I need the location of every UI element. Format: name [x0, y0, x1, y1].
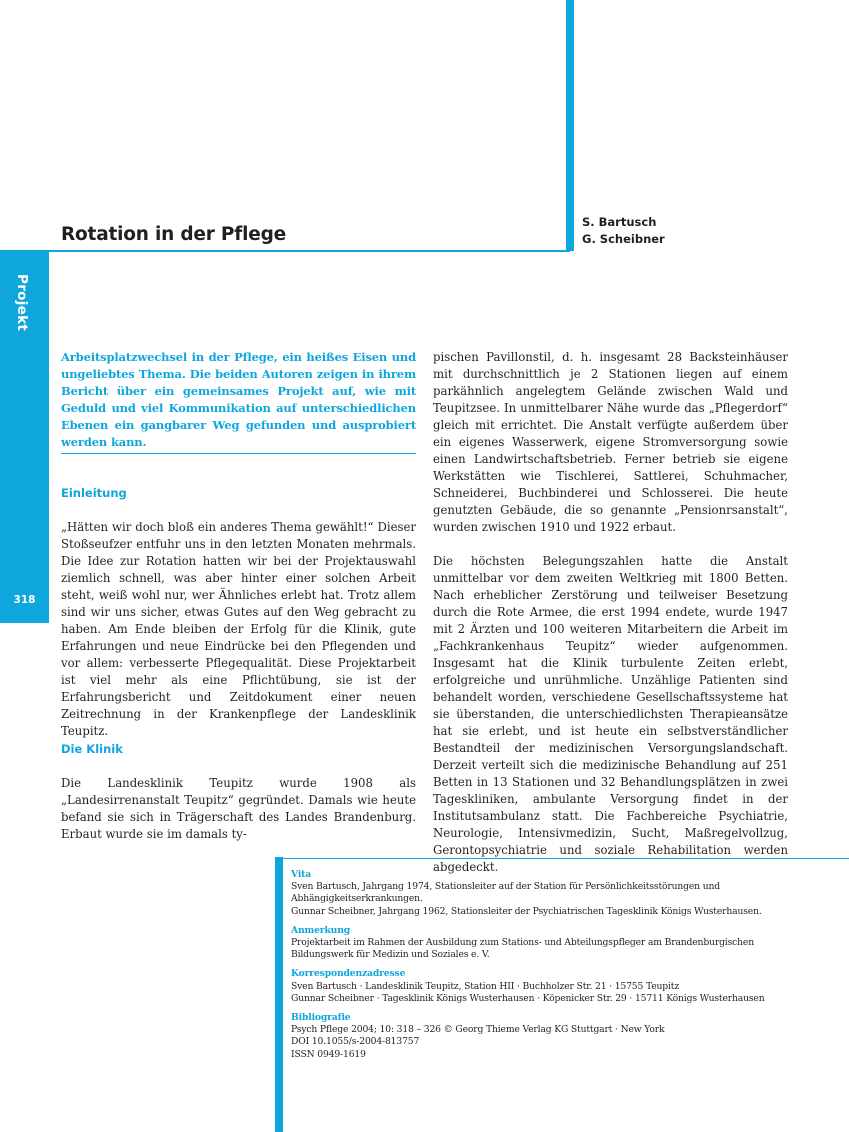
anmerkung-block [291, 925, 841, 962]
bibliografie-line: Psych Pflege 2004; 10: 318 – 326 © Georg Thieme Verlag KG Stuttgart · New York [291, 1024, 665, 1036]
paragraph: Die höchsten Belegungszahlen hatte die Anstalt unmittelbar vor dem zweiten Weltkrieg mit 1800 Betten. Nach erheblicher Zerstörung und teilweiser Besetzung durch die Rote Armee, die erst 1994 endete, wurde 1947 mit 2 Ärzten und 100 weiteren Mitarbeitern die Arbeit im „Fachkrankenhaus Teupitz“ wieder aufgenommen. Insgesamt hat die Klinik turbulente Zeiten erlebt, erfolgreiche und unrühmliche. Unzählige Patienten sind behandelt worden, verschiedene Gesellschaftssysteme hat sie überstanden, die unterschiedlichsten Therapieansätze hat sie erlebt, und ist heute ein selbstverständlicher Bestandteil der medizinischen Versorgungslandschaft. Derzeit verteilt sich die medizinische Behandlung auf 251 Betten in 13 Stationen und 32 Behandlungsplätzen in zwei Tageskliniken, ambulante Versorgung findet in der Institutsambulanz statt. Die Fachbereiche Psychiatrie, Neurologie, Intensivmedizin, Sucht, Maßregelvollzug, Gerontopsychiatrie und soziale Rehabilitation werden abgedeckt. [433, 554, 788, 874]
anmerkung-line: Bildungswerk für Medizin und Soziales e. V. [291, 949, 490, 961]
author-name: S. Bartusch [582, 215, 657, 229]
vita-line: Gunnar Scheibner, Jahrgang 1962, Stationsleiter der Psychiatrischen Tagesklinik Königs Wusterhausen. [291, 905, 762, 917]
klinik-body-left [61, 775, 416, 843]
title-rule [0, 250, 570, 252]
doi-line: DOI 10.1055/s-2004-813757 [291, 1036, 420, 1048]
einleitung-body [61, 519, 416, 740]
bibliografie-block [291, 1012, 841, 1061]
korrespondenz-label: Korrespondenzadresse [291, 968, 406, 980]
vita-label: Vita [291, 869, 312, 880]
top-accent-bar [566, 0, 574, 251]
author-list [582, 214, 665, 248]
left-column [61, 349, 416, 451]
article-title: Rotation in der Pflege [61, 224, 286, 245]
info-box-rule [283, 858, 849, 859]
author-name: G. Scheibner [582, 232, 665, 246]
right-column [433, 349, 788, 876]
vita-line: Sven Bartusch, Jahrgang 1974, Stationsleiter auf der Station für Persönlichkeitsstörungen und [291, 881, 720, 893]
anmerkung-line: Projektarbeit im Rahmen der Ausbildung zum Stations- und Abteilungspfleger am Brandenburgischen [291, 937, 754, 949]
section-label: Projekt [14, 274, 30, 332]
lead-paragraph: Arbeitsplatzwechsel in der Pflege, ein heißes Eisen und ungeliebtes Thema. Die beiden Autoren zeigen in ihrem Bericht über ein gemeinsames Projekt auf, wie mit Geduld und viel Kommunikation auf unterschiedlichen Ebenen ein gangbarer Weg gefunden und ausprobiert werden kann. [61, 350, 416, 449]
lead-divider [61, 453, 416, 454]
heading-einleitung: Einleitung [61, 486, 127, 500]
korrespondenz-line: Gunnar Scheibner · Tagesklinik Königs Wusterhausen · Köpenicker Str. 29 · 15711 Königs Wusterhausen [291, 992, 765, 1004]
heading-die-klinik: Die Klinik [61, 742, 123, 756]
info-box-accent-bar [275, 857, 283, 1132]
anmerkung-label: Anmerkung [291, 924, 351, 936]
paragraph: pischen Pavillonstil, d. h. insgesamt 28 Backsteinhäuser mit durchschnittlich je 2 Stationen liegen auf einem parkähnlich angelegtem Gelände zwischen Wald und Teupitzsee. In unmittelbarer Nähe wurde das „Pflegerdorf“ gleich mit errichtet. Die Anstalt verfügte außerdem über ein eigenes Wasserwerk, eigene Stromversorgung sowie einen Landwirtschaftsbetrieb. Ferner betrieb sie eigene Werkstätten wie Tischlerei, Sattlerei, Schuhmacher, Schneiderei, Buchbinderei und Schlosserei. Die heute genutzten Gebäude, die so genannte „Pensionrsanstalt“, wurden zwischen 1910 und 1922 erbaut. [433, 350, 788, 534]
bibliografie-label: Bibliografie [291, 1012, 351, 1024]
vita-block [291, 869, 841, 918]
paragraph: Die Landesklinik Teupitz wurde 1908 als „Landesirrenanstalt Teupitz“ gegründet. Damals wie heute befand sie sich in Trägerschaft des Landes Brandenburg. Erbaut wurde sie im damals ty- [61, 776, 416, 841]
page-number: 318 [13, 594, 36, 606]
paragraph: „Hätten wir doch bloß ein anderes Thema gewählt!“ Dieser Stoßseufzer entfuhr uns in den letzten Monaten mehrmals. Die Idee zur Rotation hatten wir bei der Projektauswahl ziemlich schnell, was aber hinter einer solchen Arbeit steht, weiß wohl nur, wer Ähnliches erlebt hat. Trotz allem sind wir uns sicher, etwas Gutes auf den Weg gebracht zu haben. Am Ende bleiben der Erfolg für die Klinik, gute Erfahrungen und neue Eindrücke bei den Pflegenden und vor allem: verbesserte Pflegequalität. Diese Projektarbeit ist viel mehr als eine Pflichtübung, sie ist der Erfahrungsbericht und Zeitdokument einer neuen Zeitrechnung in der Krankenpflege der Landesklinik Teupitz. [61, 520, 416, 738]
issn-line: ISSN 0949-1619 [291, 1048, 366, 1060]
korrespondenz-line: Sven Bartusch · Landesklinik Teupitz, Station HII · Buchholzer Str. 21 · 15755 Teupitz [291, 980, 680, 992]
vita-line: Abhängigkeitserkrankungen. [291, 893, 423, 905]
korrespondenz-block [291, 968, 841, 1005]
info-box [291, 869, 841, 1068]
